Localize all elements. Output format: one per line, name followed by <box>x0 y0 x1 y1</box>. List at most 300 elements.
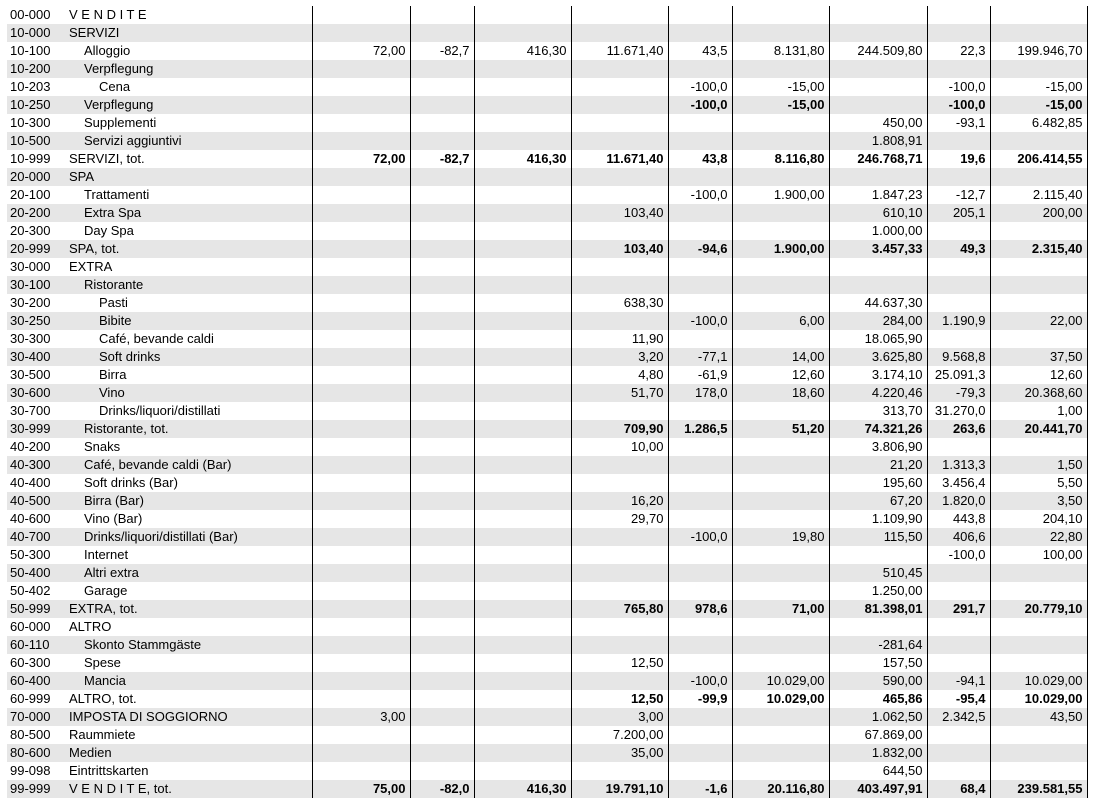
value-cell-col-5 <box>668 330 732 348</box>
value-cell-col-7 <box>829 168 927 186</box>
account-description: Soft drinks <box>67 348 312 366</box>
value-cell-col-2 <box>410 654 474 672</box>
value-cell-col-4: 10,00 <box>571 438 668 456</box>
table-row <box>7 582 1087 600</box>
account-description: Ristorante, tot. <box>67 420 312 438</box>
account-description: V E N D I T E, tot. <box>67 780 312 798</box>
value-cell-col-7: 610,10 <box>829 204 927 222</box>
account-code: 10-100 <box>10 43 51 58</box>
value-cell-col-1 <box>312 636 410 654</box>
value-cell-col-3 <box>474 438 571 456</box>
value-cell-col-5 <box>668 294 732 312</box>
value-cell-col-5 <box>668 636 732 654</box>
account-description: SPA <box>67 168 312 186</box>
account-code: 60-999 <box>10 691 51 706</box>
account-description: Birra (Bar) <box>67 492 312 510</box>
value-cell-col-6 <box>732 708 829 726</box>
value-cell-col-3 <box>474 474 571 492</box>
value-cell-col-7 <box>829 6 927 24</box>
account-description: Vino <box>67 384 312 402</box>
account-code: 10-999 <box>10 151 51 166</box>
value-cell-col-6: 71,00 <box>732 600 829 618</box>
value-cell-col-2 <box>410 240 474 258</box>
table-row <box>7 492 1087 510</box>
value-cell-col-5 <box>668 762 732 780</box>
value-cell-col-7: 465,86 <box>829 690 927 708</box>
value-cell-col-9 <box>990 564 1087 582</box>
value-cell-col-7: 67,20 <box>829 492 927 510</box>
value-cell-col-9 <box>990 24 1087 42</box>
value-cell-col-9: 20.441,70 <box>990 420 1087 438</box>
value-cell-col-5: 1.286,5 <box>668 420 732 438</box>
value-cell-col-8 <box>927 6 990 24</box>
value-cell-col-9 <box>990 276 1087 294</box>
value-cell-col-1 <box>312 762 410 780</box>
value-cell-col-8: 68,4 <box>927 780 990 798</box>
value-cell-col-4: 12,50 <box>571 690 668 708</box>
value-cell-col-5: -61,9 <box>668 366 732 384</box>
value-cell-col-8: 3.456,4 <box>927 474 990 492</box>
table-row <box>7 402 1087 420</box>
value-cell-col-7: 157,50 <box>829 654 927 672</box>
value-cell-col-5 <box>668 258 732 276</box>
value-cell-col-4: 51,70 <box>571 384 668 402</box>
value-cell-col-3 <box>474 546 571 564</box>
value-cell-col-4 <box>571 132 668 150</box>
value-cell-col-2 <box>410 258 474 276</box>
value-cell-col-9 <box>990 618 1087 636</box>
value-cell-col-9 <box>990 258 1087 276</box>
value-cell-col-5: -100,0 <box>668 78 732 96</box>
account-description: Drinks/liquori/distillati (Bar) <box>67 528 312 546</box>
value-cell-col-6 <box>732 618 829 636</box>
value-cell-col-5: 178,0 <box>668 384 732 402</box>
table-row <box>7 114 1087 132</box>
value-cell-col-1 <box>312 276 410 294</box>
value-cell-col-9: 199.946,70 <box>990 42 1087 60</box>
value-cell-col-3: 416,30 <box>474 42 571 60</box>
value-cell-col-4 <box>571 6 668 24</box>
value-cell-col-6: 8.116,80 <box>732 150 829 168</box>
value-cell-col-1 <box>312 186 410 204</box>
value-cell-col-1 <box>312 330 410 348</box>
table-row <box>7 366 1087 384</box>
account-description: Trattamenti <box>84 187 150 202</box>
account-code: 70-000 <box>7 708 67 726</box>
value-cell-col-9 <box>990 438 1087 456</box>
value-cell-col-8: -100,0 <box>927 78 990 96</box>
value-cell-col-1 <box>312 312 410 330</box>
value-cell-col-5: -1,6 <box>668 780 732 798</box>
value-cell-col-8: -12,7 <box>927 186 990 204</box>
value-cell-col-4 <box>571 762 668 780</box>
value-cell-col-7: 81.398,01 <box>829 600 927 618</box>
value-cell-col-1 <box>312 744 410 762</box>
account-code: 40-300 <box>7 456 67 474</box>
value-cell-col-3 <box>474 420 571 438</box>
account-code: 60-110 <box>7 636 67 654</box>
account-code: 99-999 <box>7 780 67 798</box>
value-cell-col-2 <box>410 492 474 510</box>
value-cell-col-8: 1.190,9 <box>927 312 990 330</box>
value-cell-col-3 <box>474 114 571 132</box>
value-cell-col-9: 2.315,40 <box>990 240 1087 258</box>
account-code: 00-000 <box>10 7 51 22</box>
value-cell-col-9 <box>990 762 1087 780</box>
value-cell-col-7: 1.808,91 <box>829 132 927 150</box>
value-cell-col-9: 1,00 <box>990 402 1087 420</box>
value-cell-col-4 <box>571 258 668 276</box>
value-cell-col-1 <box>312 168 410 186</box>
value-cell-col-6: 8.131,80 <box>732 42 829 60</box>
value-cell-col-8 <box>927 636 990 654</box>
account-code: 60-300 <box>10 655 51 670</box>
value-cell-col-2 <box>410 24 474 42</box>
value-cell-col-2: -82,0 <box>410 780 474 798</box>
table-row <box>7 294 1087 312</box>
account-description: IMPOSTA DI SOGGIORNO <box>67 708 312 726</box>
value-cell-col-5: -100,0 <box>668 186 732 204</box>
value-cell-col-8: 9.568,8 <box>927 348 990 366</box>
table-row <box>7 240 1087 258</box>
value-cell-col-2 <box>410 132 474 150</box>
account-code: 40-200 <box>10 439 51 454</box>
value-cell-col-1 <box>312 564 410 582</box>
account-code: 40-700 <box>7 528 67 546</box>
value-cell-col-6 <box>732 114 829 132</box>
account-code: 30-600 <box>7 384 67 402</box>
table-row <box>7 708 1087 726</box>
value-cell-col-6 <box>732 132 829 150</box>
value-cell-col-5: 978,6 <box>668 600 732 618</box>
value-cell-col-4: 16,20 <box>571 492 668 510</box>
table-row <box>7 330 1087 348</box>
value-cell-col-7: 21,20 <box>829 456 927 474</box>
value-cell-col-1 <box>312 582 410 600</box>
table-row <box>7 438 1087 456</box>
value-cell-col-6 <box>732 564 829 582</box>
value-cell-col-2 <box>410 528 474 546</box>
value-cell-col-3: 416,30 <box>474 780 571 798</box>
account-code: 20-100 <box>10 187 51 202</box>
value-cell-col-4 <box>571 474 668 492</box>
value-cell-col-7: 403.497,91 <box>829 780 927 798</box>
value-cell-col-4 <box>571 456 668 474</box>
value-cell-col-9: 5,50 <box>990 474 1087 492</box>
value-cell-col-8 <box>927 564 990 582</box>
account-description: Internet <box>84 547 129 562</box>
value-cell-col-1 <box>312 438 410 456</box>
account-description: Servizi aggiuntivi <box>67 132 312 150</box>
value-cell-col-8: 22,3 <box>927 42 990 60</box>
value-cell-col-2 <box>410 474 474 492</box>
value-cell-col-8: 25.091,3 <box>927 366 990 384</box>
value-cell-col-9: 206.414,55 <box>990 150 1087 168</box>
account-code: 30-999 <box>7 420 67 438</box>
value-cell-col-1 <box>312 600 410 618</box>
value-cell-col-6 <box>732 60 829 78</box>
table-row <box>7 726 1087 744</box>
value-cell-col-4: 11.671,40 <box>571 42 668 60</box>
account-code: 20-200 <box>7 204 67 222</box>
account-description: Skonto Stammgäste <box>67 636 312 654</box>
table-row <box>7 384 1087 402</box>
table-row <box>7 564 1087 582</box>
value-cell-col-4 <box>571 564 668 582</box>
sales-report-table <box>7 6 1088 798</box>
value-cell-col-6 <box>732 726 829 744</box>
value-cell-col-1 <box>312 546 410 564</box>
account-description: Vino (Bar) <box>84 511 143 526</box>
value-cell-col-5: -100,0 <box>668 672 732 690</box>
value-cell-col-5 <box>668 276 732 294</box>
value-cell-col-3 <box>474 384 571 402</box>
value-cell-col-1 <box>312 24 410 42</box>
value-cell-col-3 <box>474 690 571 708</box>
value-cell-col-7: 115,50 <box>829 528 927 546</box>
table-row <box>7 636 1087 654</box>
value-cell-col-6: 19,80 <box>732 528 829 546</box>
account-description: Garage <box>84 583 128 598</box>
value-cell-col-1 <box>312 384 410 402</box>
value-cell-col-6 <box>732 510 829 528</box>
value-cell-col-6 <box>732 438 829 456</box>
value-cell-col-9: 200,00 <box>990 204 1087 222</box>
value-cell-col-4 <box>571 672 668 690</box>
account-code: 30-100 <box>7 276 67 294</box>
value-cell-col-6: 20.116,80 <box>732 780 829 798</box>
value-cell-col-1 <box>312 96 410 114</box>
value-cell-col-4 <box>571 168 668 186</box>
value-cell-col-8: 31.270,0 <box>927 402 990 420</box>
value-cell-col-2 <box>410 762 474 780</box>
value-cell-col-3 <box>474 258 571 276</box>
account-code: 30-000 <box>10 259 51 274</box>
value-cell-col-7: 3.625,80 <box>829 348 927 366</box>
value-cell-col-5: 43,8 <box>668 150 732 168</box>
value-cell-col-3 <box>474 654 571 672</box>
value-cell-col-5 <box>668 456 732 474</box>
value-cell-col-7 <box>829 276 927 294</box>
value-cell-col-6 <box>732 204 829 222</box>
value-cell-col-5 <box>668 654 732 672</box>
value-cell-col-7: 246.768,71 <box>829 150 927 168</box>
value-cell-col-6 <box>732 456 829 474</box>
value-cell-col-1 <box>312 402 410 420</box>
table-row <box>7 456 1087 474</box>
value-cell-col-9: 20.368,60 <box>990 384 1087 402</box>
value-cell-col-9: 6.482,85 <box>990 114 1087 132</box>
value-cell-col-9 <box>990 6 1087 24</box>
table-row <box>7 528 1087 546</box>
value-cell-col-5 <box>668 564 732 582</box>
value-cell-col-5: 43,5 <box>668 42 732 60</box>
account-code: 10-500 <box>7 132 67 150</box>
value-cell-col-4 <box>571 582 668 600</box>
value-cell-col-3 <box>474 744 571 762</box>
value-cell-col-7: 1.062,50 <box>829 708 927 726</box>
value-cell-col-4: 19.791,10 <box>571 780 668 798</box>
value-cell-col-2 <box>410 420 474 438</box>
value-cell-col-9: 100,00 <box>990 546 1087 564</box>
table-row <box>7 546 1087 564</box>
value-cell-col-1 <box>312 492 410 510</box>
value-cell-col-6: 1.900,00 <box>732 186 829 204</box>
value-cell-col-6 <box>732 546 829 564</box>
account-description: EXTRA, tot. <box>67 600 312 618</box>
value-cell-col-4: 29,70 <box>571 510 668 528</box>
value-cell-col-6 <box>732 474 829 492</box>
value-cell-col-8: -93,1 <box>927 114 990 132</box>
account-description: ALTRO, tot. <box>69 691 137 706</box>
value-cell-col-3 <box>474 600 571 618</box>
account-description: SERVIZI <box>67 24 312 42</box>
table-row <box>7 258 1087 276</box>
account-description: EXTRA <box>69 259 113 274</box>
account-code: 20-999 <box>7 240 67 258</box>
value-cell-col-2 <box>410 276 474 294</box>
value-cell-col-1 <box>312 60 410 78</box>
value-cell-col-3 <box>474 582 571 600</box>
value-cell-col-1 <box>312 78 410 96</box>
value-cell-col-3 <box>474 366 571 384</box>
value-cell-col-9: 204,10 <box>990 510 1087 528</box>
value-cell-col-8: 1.313,3 <box>927 456 990 474</box>
value-cell-col-2 <box>410 600 474 618</box>
value-cell-col-2 <box>410 168 474 186</box>
value-cell-col-7: 74.321,26 <box>829 420 927 438</box>
value-cell-col-4: 709,90 <box>571 420 668 438</box>
account-code: 30-500 <box>10 367 51 382</box>
value-cell-col-5 <box>668 492 732 510</box>
value-cell-col-8 <box>927 258 990 276</box>
value-cell-col-6: 14,00 <box>732 348 829 366</box>
account-code: 60-000 <box>10 619 51 634</box>
table-row <box>7 78 1087 96</box>
value-cell-col-1 <box>312 348 410 366</box>
value-cell-col-7: 313,70 <box>829 402 927 420</box>
value-cell-col-4 <box>571 276 668 294</box>
value-cell-col-2 <box>410 744 474 762</box>
value-cell-col-5 <box>668 726 732 744</box>
table-row <box>7 222 1087 240</box>
value-cell-col-2 <box>410 78 474 96</box>
table-row <box>7 186 1087 204</box>
value-cell-col-1 <box>312 726 410 744</box>
value-cell-col-6 <box>732 168 829 186</box>
value-cell-col-7: 18.065,90 <box>829 330 927 348</box>
value-cell-col-8 <box>927 726 990 744</box>
value-cell-col-7 <box>829 258 927 276</box>
account-description: SERVIZI, tot. <box>69 151 145 166</box>
account-description: Raummiete <box>69 727 136 742</box>
value-cell-col-8 <box>927 294 990 312</box>
value-cell-col-4 <box>571 186 668 204</box>
value-cell-col-4: 12,50 <box>571 654 668 672</box>
table-row <box>7 474 1087 492</box>
value-cell-col-8: -100,0 <box>927 546 990 564</box>
value-cell-col-6: 18,60 <box>732 384 829 402</box>
value-cell-col-2 <box>410 330 474 348</box>
account-code: 80-500 <box>10 727 51 742</box>
account-description: Café, bevande caldi <box>99 331 214 346</box>
table-row <box>7 24 1087 42</box>
value-cell-col-4: 765,80 <box>571 600 668 618</box>
table-row <box>7 312 1087 330</box>
value-cell-col-3 <box>474 726 571 744</box>
value-cell-col-7: 44.637,30 <box>829 294 927 312</box>
value-cell-col-7: 3.806,90 <box>829 438 927 456</box>
value-cell-col-3 <box>474 528 571 546</box>
value-cell-col-5: -94,6 <box>668 240 732 258</box>
value-cell-col-6 <box>732 258 829 276</box>
value-cell-col-8 <box>927 222 990 240</box>
value-cell-col-7 <box>829 78 927 96</box>
value-cell-col-9: 3,50 <box>990 492 1087 510</box>
value-cell-col-9: 239.581,55 <box>990 780 1087 798</box>
account-description: Snaks <box>84 439 121 454</box>
value-cell-col-6 <box>732 6 829 24</box>
table-row <box>7 600 1087 618</box>
value-cell-col-4 <box>571 546 668 564</box>
value-cell-col-4 <box>571 60 668 78</box>
value-cell-col-9: 22,00 <box>990 312 1087 330</box>
value-cell-col-8 <box>927 60 990 78</box>
value-cell-col-4: 35,00 <box>571 744 668 762</box>
table-row <box>7 618 1087 636</box>
value-cell-col-9 <box>990 222 1087 240</box>
value-cell-col-7 <box>829 60 927 78</box>
account-code: 80-600 <box>7 744 67 762</box>
value-cell-col-2 <box>410 204 474 222</box>
value-cell-col-3 <box>474 564 571 582</box>
value-cell-col-2 <box>410 60 474 78</box>
account-code: 10-250 <box>7 96 67 114</box>
value-cell-col-5 <box>668 60 732 78</box>
value-cell-col-7: 1.250,00 <box>829 582 927 600</box>
account-code: 10-300 <box>10 115 51 130</box>
value-cell-col-5 <box>668 438 732 456</box>
value-cell-col-3 <box>474 6 571 24</box>
value-cell-col-6 <box>732 294 829 312</box>
value-cell-col-6 <box>732 276 829 294</box>
value-cell-col-6 <box>732 582 829 600</box>
value-cell-col-5 <box>668 24 732 42</box>
table-row <box>7 42 1087 60</box>
value-cell-col-7: 3.457,33 <box>829 240 927 258</box>
value-cell-col-2 <box>410 582 474 600</box>
value-cell-col-5 <box>668 474 732 492</box>
value-cell-col-9: 22,80 <box>990 528 1087 546</box>
account-code: 50-999 <box>7 600 67 618</box>
value-cell-col-3 <box>474 240 571 258</box>
value-cell-col-1 <box>312 222 410 240</box>
table-row <box>7 150 1087 168</box>
value-cell-col-4 <box>571 24 668 42</box>
value-cell-col-2 <box>410 672 474 690</box>
value-cell-col-1 <box>312 204 410 222</box>
value-cell-col-3 <box>474 636 571 654</box>
value-cell-col-4: 11.671,40 <box>571 150 668 168</box>
account-code: 10-000 <box>7 24 67 42</box>
value-cell-col-6: 10.029,00 <box>732 690 829 708</box>
value-cell-col-8 <box>927 438 990 456</box>
account-code: 30-700 <box>10 403 51 418</box>
value-cell-col-1 <box>312 294 410 312</box>
account-code: 30-300 <box>10 331 51 346</box>
value-cell-col-8 <box>927 330 990 348</box>
value-cell-col-3 <box>474 60 571 78</box>
